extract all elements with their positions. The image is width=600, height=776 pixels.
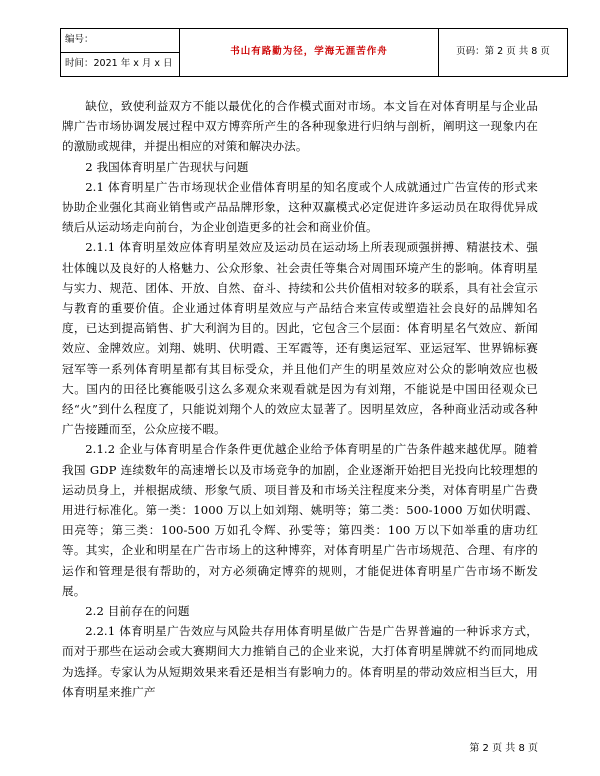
header-date-cell — [61, 53, 180, 77]
header-date-value: 2021 年 x 月 x 日 — [93, 58, 173, 70]
header-page-indicator — [439, 29, 568, 77]
header-row-number — [61, 29, 568, 53]
paragraph: 2.1.2 企业与体育明星合作条件更优越企业给予体育明星的广告条件越来越优厚。随着我国 GDP 连续数年的高速增长以及市场竞争的加剧，企业逐渐开始把目光投向比较理想的运动员身上，并根据成绩、形象气质、项目普及和市场关注程度来分类，对体育明星广告费用进行标准化。第一类：1000 万以上如刘翔、姚明等；第二类：500-1000 万如伏明霞、田亮等；第三类：100-500 万如孔令辉、孙雯等；第四类：100 万以下如举重的唐功红等。其实，企业和明星在广告市场上的这种博弈，对体育明星广告市场规范、合理、有序的运作和管理是很有帮助的，对方必须确定博弈的规则，才能促进体育明星广告市场不断发展。 — [62, 442, 538, 598]
header-page-total: 共 8 页 — [518, 46, 550, 58]
header-slogan: 书山有路勤为径，学海无涯苦作舟 — [180, 29, 439, 77]
footer-page-number: 第 2 页 共 8 页 — [469, 743, 538, 754]
header-page-current: 第 2 页 — [484, 46, 516, 58]
header-table — [60, 28, 568, 77]
header-page-label: 页码： — [456, 46, 485, 58]
paragraph: 缺位，致使利益双方不能以最优化的合作模式面对市场。本文旨在对体育明星与企业品牌广告市场协调发展过程中双方博弈所产生的各种现象进行归纳与剖析，阐明这一现象内在的激励或规律，并提出相应的对策和解决办法。 — [62, 99, 538, 154]
section-heading: 2 我国体育明星广告现状与问题 — [85, 159, 249, 174]
header-number-label: 编号： — [61, 29, 180, 53]
paragraph: 2.2.1 体育明星广告效应与风险共存用体育明星做广告是广告界普遍的一种诉求方式，而对于那些在运动会或大赛期间大力推销自己的企业来说，大打体育明星牌就不约而同地成为选择。专家认为从短期效果来看还是相当有影响力的。体育明星的带动效应相当巨大，用体育明星来推广产 — [62, 624, 538, 699]
paragraph: 2.1.1 体育明星效应体育明星效应及运动员在运动场上所表现顽强拼搏、精湛技术、强壮体魄以及良好的人格魅力、公众形象、社会责任等集合对周围环境产生的影响。体育明星与实力、规范、团体、开放、自然、奋斗、持续和公共价值相对较多的联系，具有社会宣示与教育的重要价值。企业通过体育明星效应与产品结合来宣传或塑造社会良好的品牌知名度，已达到提高销售、扩大利润为目的。因此，它包含三个层面：体育明星名气效应、新闻效应、金牌效应。刘翔、姚明、伏明霞、王军霞等，还有奥运冠军、亚运冠军、世界锦标赛冠军等一系列体育明星都有其目标受众，并且他们产生的明星效应对公众的影响效应也极大。国内的田径比赛能吸引这么多观众来观看就是因为有刘翔，不能说是中国田径观众已经“火”到什么程度了，只能说刘翔个人的效应太显著了。因明星效应，各种商业活动或各种广告接踵而至，公众应接不暇。 — [62, 240, 538, 437]
section-heading: 2.2 目前存在的问题 — [85, 604, 190, 619]
header-date-label: 时间： — [65, 58, 94, 70]
document-body — [62, 96, 538, 702]
paragraph: 2.1 体育明星广告市场现状企业借体育明星的知名度或个人成就通过广告宣传的形式来协助企业强化其商业销售或产品品牌形象，这种双赢模式必定促进许多运动员在取得优异成绩后从运动场走向前台，为企业创造更多的社会和商业价值。 — [62, 179, 538, 235]
